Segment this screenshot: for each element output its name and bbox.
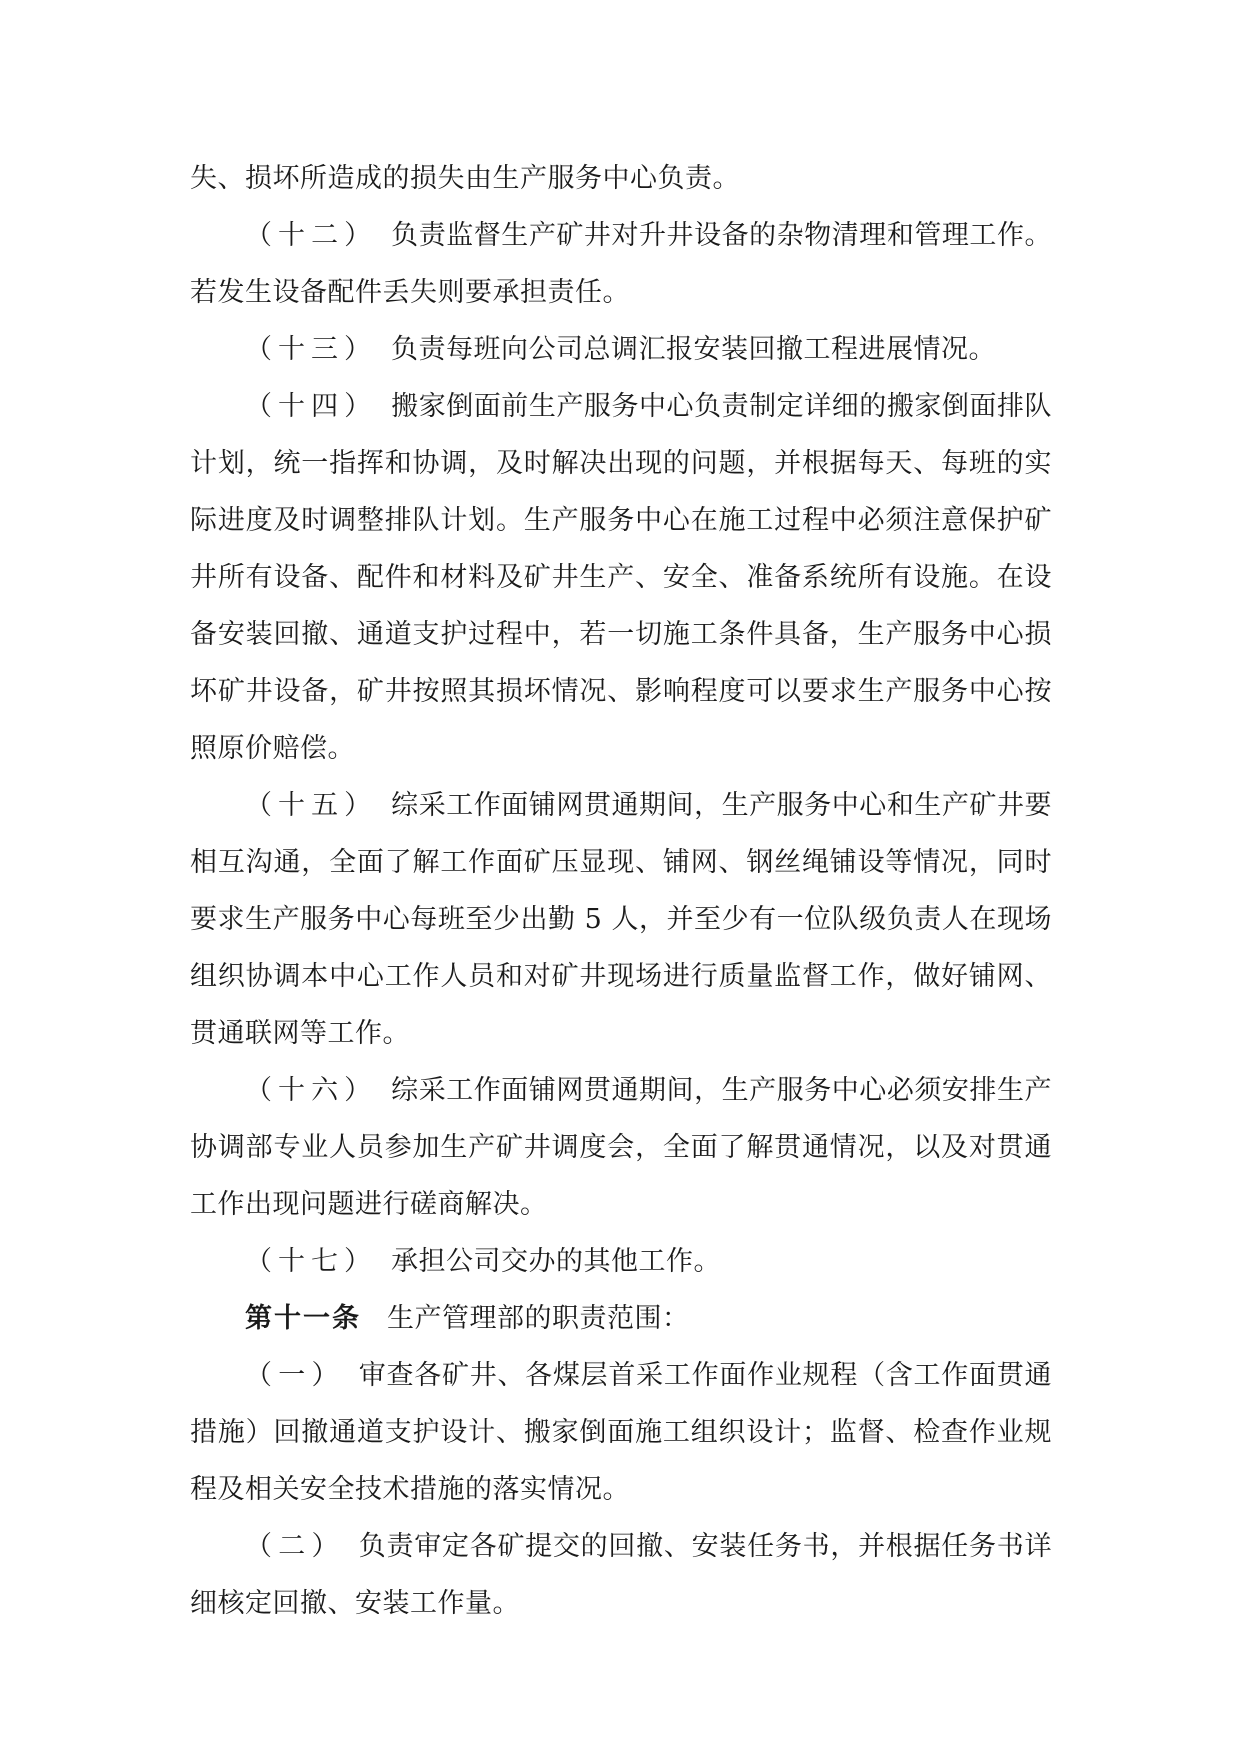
paragraph-item-16 bbox=[190, 1062, 1052, 1233]
document-body bbox=[190, 150, 1052, 1632]
paragraph-text: 生产管理部的职责范围： bbox=[387, 1303, 690, 1334]
paragraph-article-11 bbox=[190, 1290, 1052, 1347]
paragraph-text: 负责每班向公司总调汇报安装回撤工程进展情况。 bbox=[391, 334, 996, 365]
paragraph-item-17 bbox=[190, 1233, 1052, 1290]
item-number: （二） bbox=[245, 1531, 345, 1562]
paragraph-item-1 bbox=[190, 1347, 1052, 1518]
item-number: （十三） bbox=[245, 334, 377, 365]
item-number: （十二） bbox=[245, 220, 378, 251]
paragraph-item-2 bbox=[190, 1518, 1052, 1632]
paragraph-text: 失、损坏所造成的损失由生产服务中心负责。 bbox=[190, 163, 740, 194]
paragraph-text: 综采工作面铺网贯通期间，生产服务中心和生产矿井要相互沟通，全面了解工作面矿压显现、铺网、钢丝绳铺设等情况，同时要求生产服务中心每班至少出勤 5 人，并至少有一位队级负责人在现场组织协调本中心工作人员和对矿井现场进行质量监督工作，做好铺网、贯通联网等工作。 bbox=[190, 790, 1053, 1049]
paragraph-item-13 bbox=[190, 321, 1052, 378]
paragraph-text: 负责审定各矿提交的回撤、安装任务书，并根据任务书详细核定回撤、安装工作量。 bbox=[190, 1531, 1053, 1619]
paragraph-text: 综采工作面铺网贯通期间，生产服务中心必须安排生产协调部专业人员参加生产矿井调度会，全面了解贯通情况，以及对贯通工作出现问题进行磋商解决。 bbox=[190, 1075, 1053, 1220]
paragraph-text: 负责监督生产矿井对升井设备的杂物清理和管理工作。若发生设备配件丢失则要承担责任。 bbox=[190, 220, 1053, 308]
paragraph-text: 搬家倒面前生产服务中心负责制定详细的搬家倒面排队计划，统一指挥和协调，及时解决出现的问题，并根据每天、每班的实际进度及时调整排队计划。生产服务中心在施工过程中必须注意保护矿井所有设备、配件和材料及矿井生产、安全、准备系统所有设施。在设备安装回撤、通道支护过程中，若一切施工条件具备，生产服务中心损坏矿井设备，矿井按照其损坏情况、影响程度可以要求生产服务中心按照原价赔偿。 bbox=[190, 391, 1053, 764]
item-number: （十五） bbox=[245, 790, 378, 821]
paragraph-text: 审查各矿井、各煤层首采工作面作业规程（含工作面贯通措施）回撤通道支护设计、搬家倒面施工组织设计；监督、检查作业规程及相关安全技术措施的落实情况。 bbox=[190, 1360, 1053, 1505]
article-heading: 第十一条 bbox=[245, 1303, 361, 1334]
paragraph-item-12 bbox=[190, 207, 1052, 321]
paragraph-continuation bbox=[190, 150, 1052, 207]
item-number: （一） bbox=[245, 1360, 345, 1391]
paragraph-text: 承担公司交办的其他工作。 bbox=[391, 1246, 721, 1277]
item-number: （十七） bbox=[245, 1246, 377, 1277]
item-number: （十六） bbox=[245, 1075, 378, 1106]
paragraph-item-14 bbox=[190, 378, 1052, 777]
item-number: （十四） bbox=[245, 391, 378, 422]
paragraph-item-15 bbox=[190, 777, 1052, 1062]
